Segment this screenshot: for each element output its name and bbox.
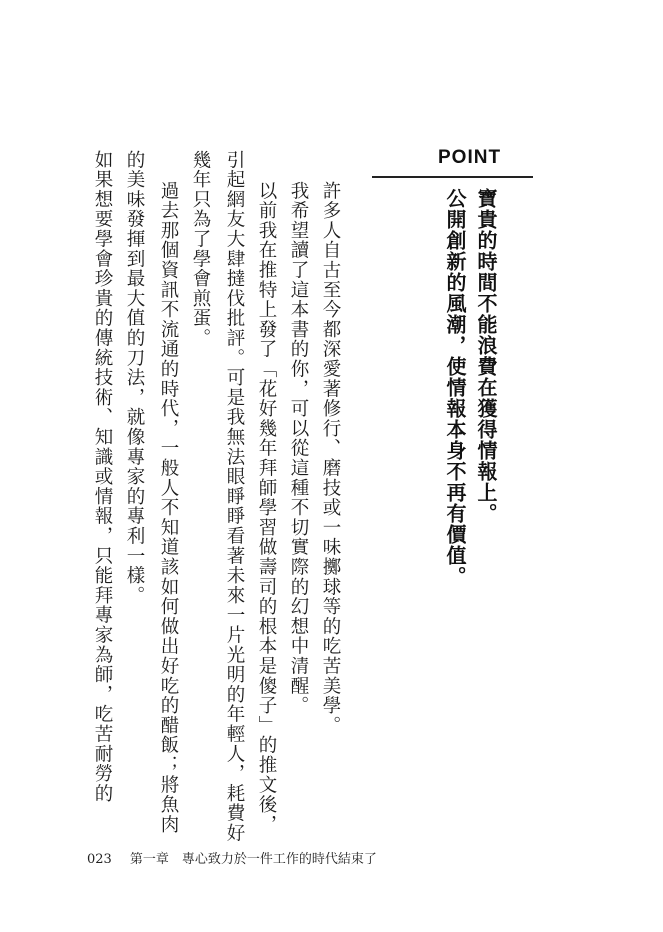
- body-column-7: 的美味發揮到最大值的刀法，就像專家的專利一樣。: [124, 150, 145, 606]
- point-line-2: 公開創新的風潮，使情報本身不再有價值。: [443, 188, 467, 587]
- body-column-2: 我希望讀了這本書的你，可以從這種不切實際的幻想中清醒。: [288, 181, 309, 716]
- point-line-1: 寶貴的時間不能浪費在獲得情報上。: [474, 188, 498, 524]
- page-number: 023: [87, 852, 112, 867]
- body-column-4: 引起網友大肆撻伐批評。可是我無法眼睜睜看著未來一片光明的年輕人，耗費好: [224, 150, 245, 843]
- body-column-1: 許多人自古至今都深愛著修行、磨技或一味擲球等的吃苦美學。: [320, 181, 341, 736]
- body-column-3: 以前我在推特上發了「花好幾年拜師學習做壽司的根本是傻子」的推文後，: [256, 181, 277, 835]
- body-column-6: 過去那個資訊不流通的時代，一般人不知道該如何做出好吃的醋飯；將魚肉: [158, 181, 179, 835]
- body-column-5: 幾年只為了學會煎蛋。: [190, 150, 211, 348]
- running-chapter-title: 第一章 專心致力於一件工作的時代結束了: [129, 852, 377, 867]
- page-footer: [87, 848, 377, 867]
- point-label: POINT: [438, 147, 502, 168]
- point-divider: [372, 176, 533, 178]
- body-column-8: 如果想要學會珍貴的傳統技術、知識或情報，只能拜專家為師，吃苦耐勞的: [92, 150, 113, 804]
